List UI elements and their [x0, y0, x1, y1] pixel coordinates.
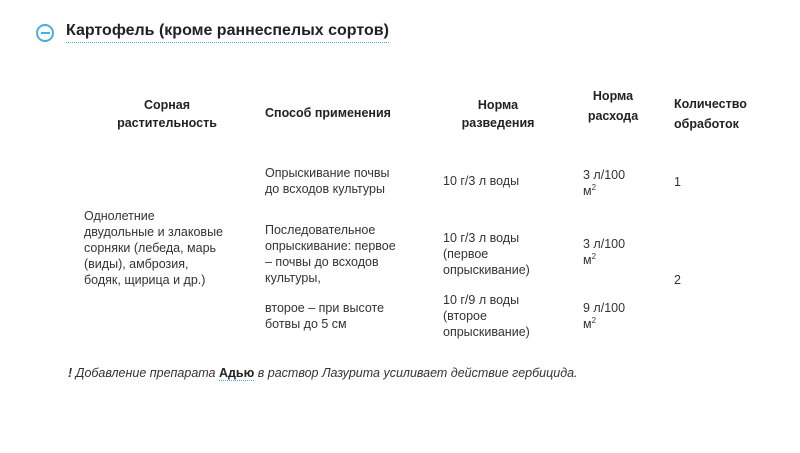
dilution-line: (первое	[443, 247, 489, 261]
row2-rate	[583, 236, 625, 268]
row1-rate	[583, 167, 625, 199]
dilution-line: (второе	[443, 309, 487, 323]
rate-value: 9 л/100	[583, 301, 626, 315]
dilution-line: 10 г/3 л воды	[443, 174, 520, 188]
dilution-line: 10 г/9 л воды	[443, 293, 520, 307]
weeds-line: Однолетние	[84, 209, 155, 223]
rate-value: 3 л/100	[583, 237, 626, 251]
weeds-line: двудольные и злаковые	[84, 225, 224, 239]
method-line: – почвы до всходов	[265, 255, 379, 269]
rate-unit: м	[583, 253, 592, 267]
rate-unit: м	[583, 184, 592, 198]
header-dilution-line: Норма	[477, 98, 519, 112]
rate-sup: 2	[591, 315, 597, 325]
header-dilution-line: разведения	[461, 116, 535, 130]
rate-sup: 2	[591, 251, 597, 261]
header-method	[265, 104, 391, 122]
note	[68, 366, 578, 380]
dilution-line: опрыскивание)	[443, 325, 530, 339]
row2-dilution	[443, 230, 530, 278]
method-line: второе – при высоте	[265, 301, 385, 315]
section-title[interactable]: Картофель (кроме раннеспелых сортов)	[66, 22, 389, 43]
row3-rate	[583, 300, 625, 332]
row2-method	[265, 222, 396, 286]
header-weeds	[92, 96, 242, 132]
rate-sup: 2	[591, 182, 597, 192]
weeds-cell	[84, 208, 223, 288]
method-line: Опрыскивание почвы	[265, 166, 390, 180]
method-line: до всходов культуры	[265, 182, 385, 196]
dilution-line: 10 г/3 л воды	[443, 231, 520, 245]
header-weeds-line: Сорная	[143, 98, 191, 112]
dilution-line: опрыскивание)	[443, 263, 530, 277]
weeds-line: сорняки (лебеда, марь	[84, 241, 217, 255]
note-exclamation: !	[68, 366, 73, 380]
header-rate-line: Норма	[592, 89, 634, 103]
row1-dilution	[443, 173, 519, 189]
section-toggle[interactable]	[36, 22, 389, 43]
method-line: опрыскивание: первое	[265, 239, 396, 253]
method-line: Последовательное	[265, 223, 376, 237]
method-line: культуры,	[265, 271, 321, 285]
header-count-line: Количество	[674, 97, 747, 111]
rate-unit: м	[583, 317, 592, 331]
row1-method	[265, 165, 389, 197]
count-2: 2	[674, 273, 681, 287]
row3-dilution	[443, 292, 530, 340]
weeds-line: (виды), амброзия,	[84, 257, 189, 271]
header-count-line: обработок	[674, 117, 739, 131]
row3-method	[265, 300, 384, 332]
note-prefix: Добавление препарата	[72, 366, 219, 380]
header-method-line: Способ применения	[265, 106, 391, 120]
method-line: ботвы до 5 см	[265, 317, 347, 331]
header-weeds-line: растительность	[117, 116, 217, 130]
collapse-icon[interactable]	[36, 24, 54, 42]
header-count	[674, 94, 747, 134]
weeds-line: бодяк, щирица и др.)	[84, 273, 206, 287]
header-dilution	[446, 96, 550, 132]
header-rate-line: расхода	[587, 109, 639, 123]
count-1: 1	[674, 175, 681, 189]
header-rate	[580, 86, 646, 126]
rate-value: 3 л/100	[583, 168, 626, 182]
product-link[interactable]: Адью	[218, 366, 255, 380]
note-suffix: в раствор Лазурита усиливает действие гербицида.	[254, 366, 578, 380]
